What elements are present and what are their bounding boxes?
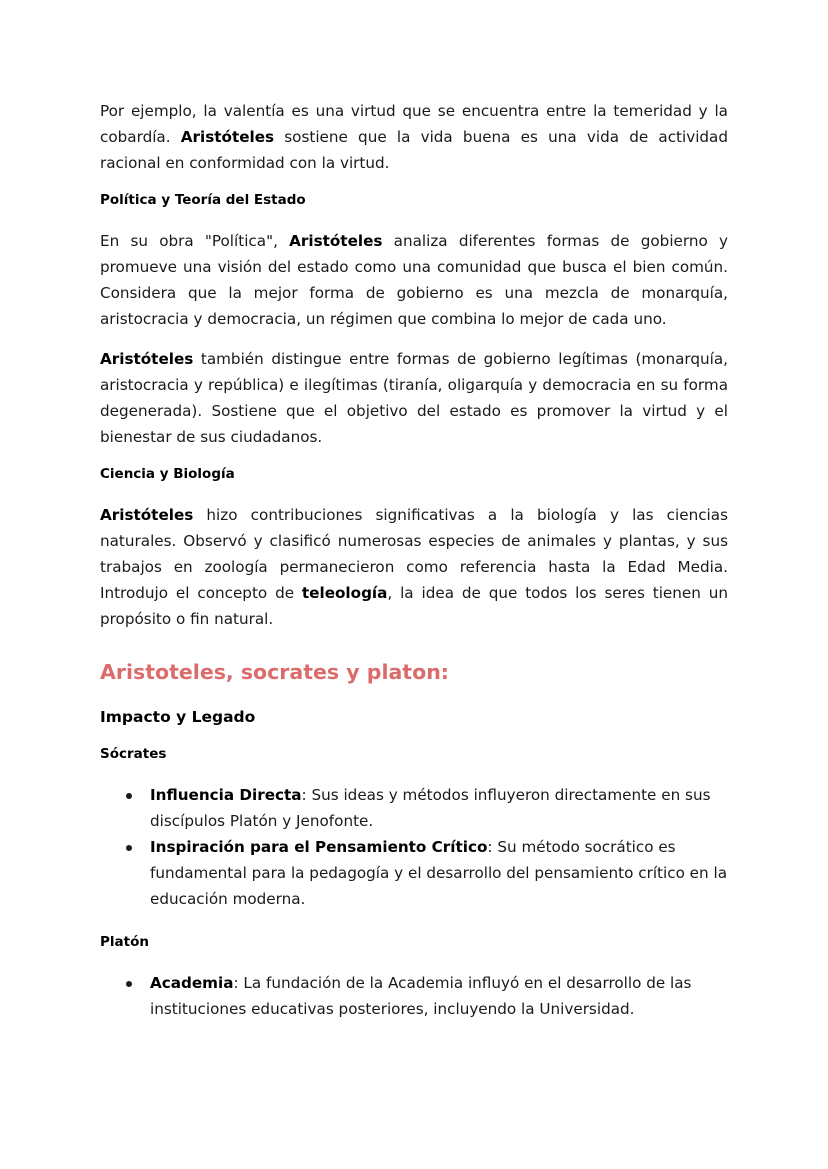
bold-aristoteles: Aristóteles	[100, 506, 194, 524]
bold-aristoteles: Aristóteles	[289, 232, 383, 250]
bold-teleologia: teleología	[301, 584, 388, 602]
heading-platon: Platón	[100, 934, 149, 950]
bullet-icon	[126, 845, 132, 851]
text-run: también distingue entre formas de gobierno legítimas (monarquía, aristocracia y república) e ilegítimas (tiranía, oligarquía y democracia en su forma degenerada). Sostiene que el objetivo del estado es promover la virtud y el bienestar de sus ciudadanos.	[100, 350, 728, 446]
list-item-bold: Influencia Directa	[150, 786, 302, 804]
heading-impacto: Impacto y Legado	[100, 708, 256, 726]
heading-politica: Política y Teoría del Estado	[100, 192, 306, 208]
text-run: , la idea de que todos los seres tienen un propósito o fin natural.	[100, 584, 728, 628]
heading-socrates: Sócrates	[100, 746, 167, 762]
bold-aristoteles: Aristóteles	[180, 128, 275, 146]
bold-aristoteles: Aristóteles	[100, 350, 194, 368]
paragraph-politica	[100, 228, 728, 332]
paragraph-ciencia	[100, 502, 728, 632]
list-item-bold: Academia	[150, 974, 234, 992]
list-item	[150, 970, 728, 1022]
text-run: hizo contribuciones significativas a la biología y las ciencias naturales. Observó y clasificó numerosas especies de animales y plantas, y sus trabajos en zoología permanecieron como referencia hasta la Edad Media. Introdujo el concepto de	[100, 506, 728, 602]
list-item-text: : Sus ideas y métodos influyeron directamente en sus discípulos Platón y Jenofonte.	[150, 786, 711, 830]
list-item	[150, 834, 728, 912]
list-item-bold: Inspiración para el Pensamiento Crítico	[150, 838, 488, 856]
bullet-icon	[126, 793, 132, 799]
list-item	[150, 782, 728, 834]
heading-ciencia: Ciencia y Biología	[100, 466, 235, 482]
text-run: analiza diferentes formas de gobierno y promueve una visión del estado como una comunidad que busca el bien común. Considera que la mejor forma de gobierno es una mezcla de monarquía, aristocracia y democracia, un régimen que combina lo mejor de cada uno.	[100, 232, 728, 328]
text-run: sostiene que la vida buena es una vida de actividad racional en conformidad con la virtud.	[100, 128, 729, 172]
list-item-text: : La fundación de la Academia influyó en el desarrollo de las instituciones educativas posteriores, incluyendo la Universidad.	[150, 974, 692, 1018]
bullet-icon	[126, 981, 132, 987]
text-run: En su obra "Política",	[100, 232, 290, 250]
paragraph-formas-gobierno	[100, 346, 728, 450]
section-title: Aristoteles, socrates y platon:	[100, 660, 449, 684]
paragraph-virtud	[100, 98, 728, 176]
text-run: Por ejemplo, la valentía es una virtud que se encuentra entre la temeridad y la cobardía.	[100, 102, 728, 146]
socrates-list	[100, 782, 728, 912]
list-item-text: : Su método socrático es fundamental para la pedagogía y el desarrollo del pensamiento crítico en la educación moderna.	[150, 838, 728, 908]
platon-list	[100, 970, 728, 1022]
